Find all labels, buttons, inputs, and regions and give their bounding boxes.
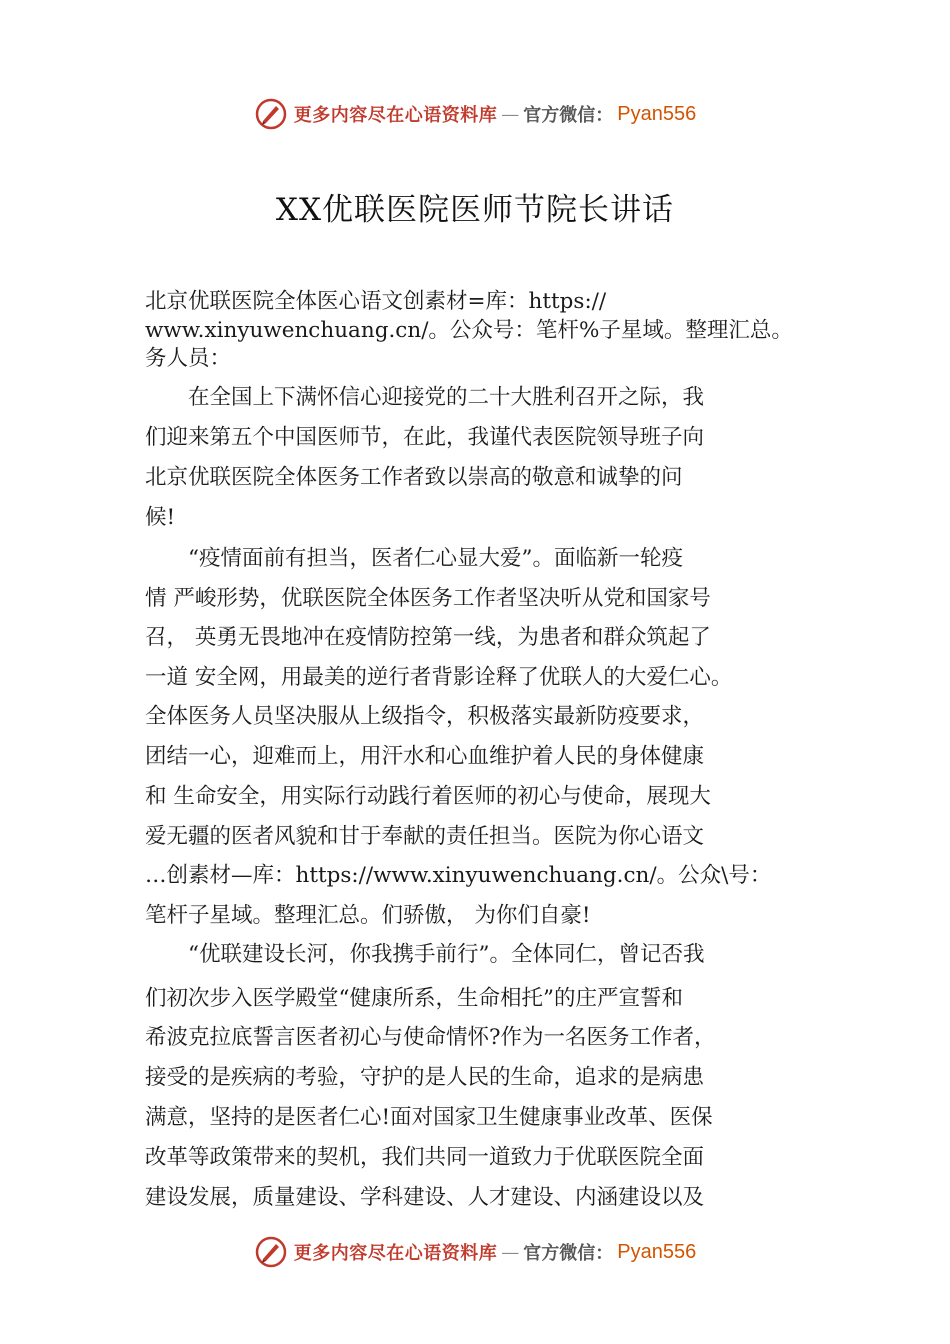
body-line: 在全国上下满怀信心迎接党的二十大胜利召开之际，我 [145, 385, 705, 410]
body-line: 和 生命安全，用实际行动践行着医师的初心与使命，展现大 [145, 784, 711, 809]
body-line: 务人员： [145, 346, 232, 371]
logo-icon [254, 1235, 288, 1269]
body-line: 爱无疆的医者风貌和甘于奉献的责任担当。医院为你心语文 [145, 824, 705, 849]
body-line: 北京优联医院全体医心语文创素材=库：https:// [145, 289, 607, 314]
banner-wechat-label: 官方微信： [523, 105, 614, 126]
body-line: www.xinyuwenchuang.cn/。公众号：笔杆%子星域。整理汇总。 [145, 318, 793, 343]
body-line: “优联建设长河，你我携手前行”。全体同仁，曾记否我 [145, 942, 705, 967]
banner-separator: — [501, 1241, 520, 1263]
banner-main-text: 更多内容尽在心语资料库 [293, 1243, 498, 1264]
body-line: 召， 英勇无畏地冲在疫情防控第一线，为患者和群众筑起了 [145, 625, 711, 650]
document-title: XX优联医院医师节院长讲话 [275, 192, 675, 228]
banner-wechat-id: Pyan556 [617, 102, 697, 125]
body-line: …创素材—库：https://www.xinyuwenchuang.cn/。公众\号： [145, 863, 772, 888]
body-line: 满意，坚持的是医者仁心!面对国家卫生健康事业改革、医保 [145, 1105, 713, 1130]
body-line: 们初次步入医学殿堂“健康所系，生命相托”的庄严宣誓和 [145, 986, 683, 1011]
body-line: “疫情面前有担当，医者仁心显大爱”。面临新一轮疫 [145, 546, 683, 571]
body-line: 一道 安全网，用最美的逆行者背影诠释了优联人的大爱仁心。 [145, 665, 733, 690]
body-line: 情 严峻形势，优联医院全体医务工作者坚决听从党和国家号 [145, 586, 711, 611]
banner-separator: — [501, 103, 520, 125]
logo-icon [254, 97, 288, 131]
body-line: 北京优联医院全体医务工作者致以崇高的敬意和诚挚的问 [145, 465, 683, 490]
body-line: 希波克拉底誓言医者初心与使命情怀?作为一名医务工作者， [145, 1025, 716, 1050]
body-line: 接受的是疾病的考验，守护的是人民的生命，追求的是病患 [145, 1065, 705, 1090]
banner-wechat-label: 官方微信： [523, 1243, 614, 1264]
body-line: 团结一心，迎难而上，用汗水和心血维护着人民的身体健康 [145, 744, 705, 769]
body-line: 们迎来第五个中国医师节，在此，我谨代表医院领导班子向 [145, 425, 705, 450]
body-line: 候! [145, 505, 176, 530]
header-banner [0, 94, 950, 134]
body-line: 全体医务人员坚决服从上级指令，积极落实最新防疫要求， [145, 704, 705, 729]
footer-banner [0, 1232, 950, 1272]
banner-wechat-id: Pyan556 [617, 1240, 697, 1263]
banner-main-text: 更多内容尽在心语资料库 [293, 105, 498, 126]
body-line: 建设发展，质量建设、学科建设、人才建设、内涵建设以及 [145, 1185, 705, 1210]
body-line: 改革等政策带来的契机，我们共同一道致力于优联医院全面 [145, 1145, 705, 1170]
body-line: 笔杆子星域。整理汇总。们骄傲， 为你们自豪! [145, 903, 591, 928]
